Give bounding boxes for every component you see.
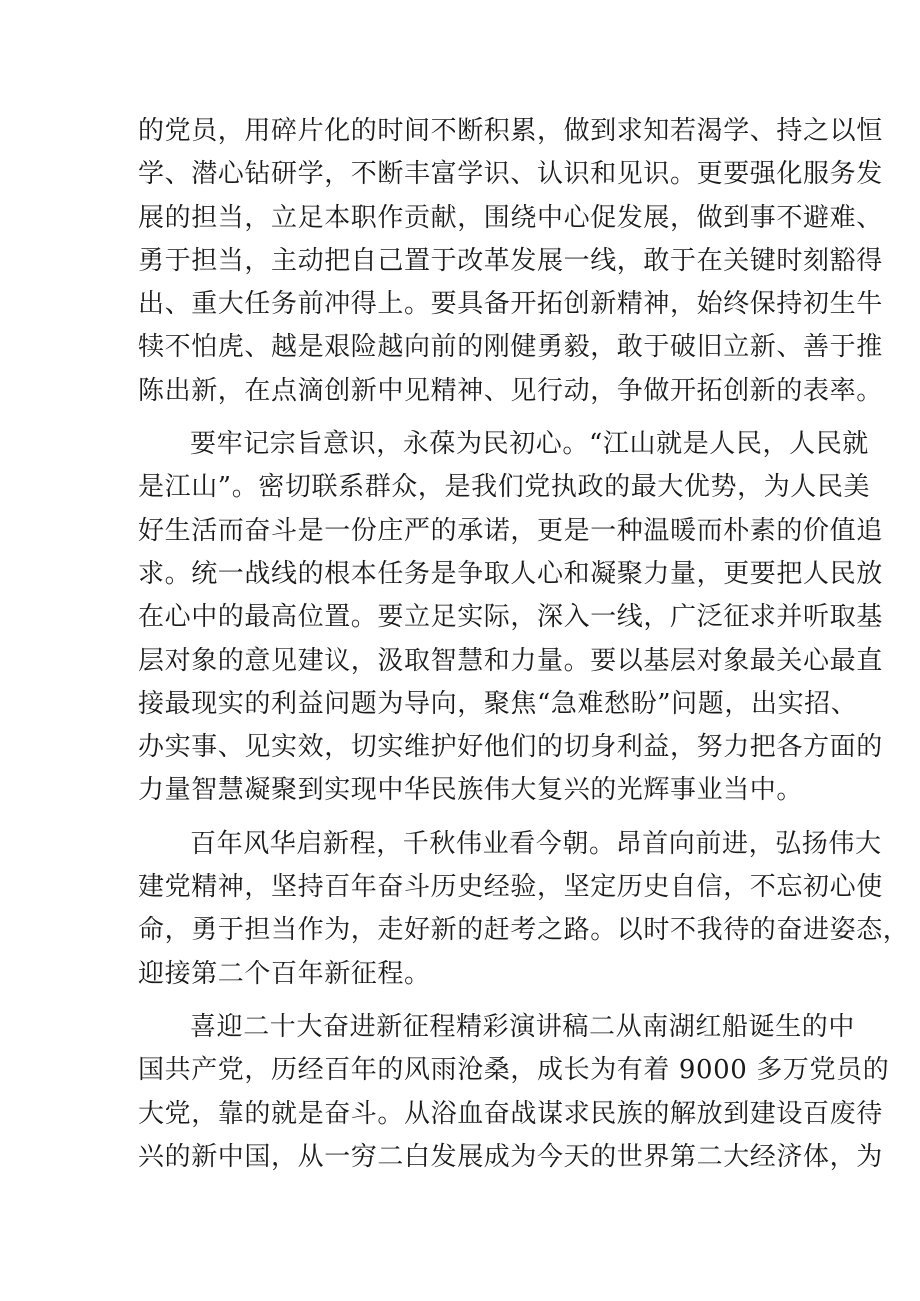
text-line: 在心中的最高位置。要立足实际，深入一线，广泛征求并听取基 [138, 602, 883, 633]
document-body [138, 110, 910, 1189]
paragraph-4 [138, 1006, 890, 1179]
paragraph-3 [138, 823, 910, 996]
text-line: 兴的新中国，从一穷二白发展成为今天的世界第二大经济体，为 [138, 1141, 883, 1172]
text-line: 命，勇于担当作为，走好新的赶考之路。以时不我待的奋进姿态， [138, 915, 910, 946]
text-line: 犊不怕虎、越是艰险越向前的刚健勇毅，敢于破旧立新、善于推 [138, 332, 883, 363]
text-line: 学、潜心钻研学，不断丰富学识、认识和见识。更要强化服务发 [138, 159, 883, 190]
text-line: 是江山”。密切联系群众，是我们党执政的最大优势，为人民美 [138, 472, 871, 503]
text-line: 接最现实的利益问题为导向，聚焦“急难愁盼”问题，出实招、 [138, 688, 858, 719]
paragraph-2 [138, 423, 883, 813]
text-line: 百年风华启新程，千秋伟业看今朝。昂首向前进，弘扬伟大 [190, 828, 882, 859]
text-line: 陈出新，在点滴创新中见精神、见行动，争做开拓创新的表率。 [138, 375, 883, 406]
text-line: 好生活而奋斗是一份庄严的承诺，更是一种温暖而朴素的价值追 [138, 515, 883, 546]
paragraph-1 [138, 110, 883, 413]
text-line: 出、重大任务前冲得上。要具备开拓创新精神，始终保持初生牛 [138, 289, 883, 320]
text-line: 喜迎二十大奋进新征程精彩演讲稿二从南湖红船诞生的中 [190, 1011, 856, 1042]
text-line: 办实事、见实效，切实维护好他们的切身利益，努力把各方面的 [138, 732, 883, 763]
text-line: 建党精神，坚持百年奋斗历史经验，坚定历史自信，不忘初心使 [138, 872, 883, 903]
text-line: 迎接第二个百年新征程。 [138, 958, 431, 989]
text-line: 大党，靠的就是奋斗。从浴血奋战谋求民族的解放到建设百废待 [138, 1098, 883, 1129]
text-line: 求。统一战线的根本任务是争取人心和凝聚力量，更要把人民放 [138, 558, 883, 589]
text-line: 勇于担当，主动把自己置于改革发展一线，敢于在关键时刻豁得 [138, 245, 883, 276]
text-line: 的党员，用碎片化的时间不断积累，做到求知若渴学、持之以恒 [138, 116, 883, 146]
text-line: 层对象的意见建议，汲取智慧和力量。要以基层对象最关心最直 [138, 645, 883, 676]
text-line: 力量智慧凝聚到实现中华民族伟大复兴的光辉事业当中。 [138, 775, 804, 806]
text-line: 国共产党，历经百年的风雨沧桑，成长为有着 9000 多万党员的 [138, 1055, 890, 1086]
text-line: 要牢记宗旨意识，永葆为民初心。“江山就是人民，人民就 [190, 429, 869, 460]
text-line: 展的担当，立足本职作贡献，围绕中心促发展，做到事不避难、 [138, 202, 883, 233]
